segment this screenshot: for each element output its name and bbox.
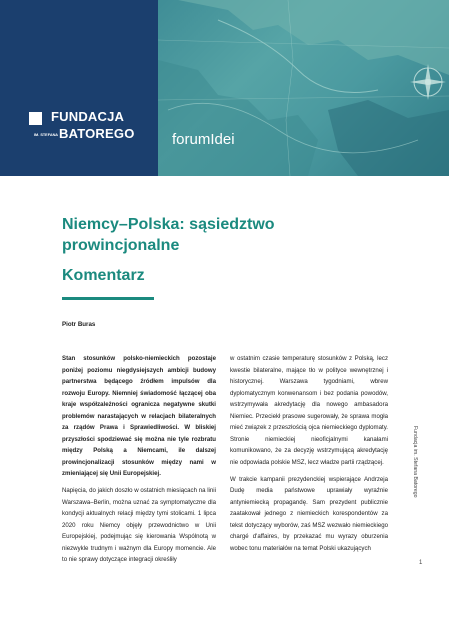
- page-number: 1: [419, 560, 423, 566]
- map-background-image: [158, 0, 449, 176]
- document-subtitle: Komentarz: [62, 267, 145, 284]
- document-title: Niemcy–Polska: sąsiedztwo prowincjonalne: [62, 216, 275, 254]
- logo-panel: [0, 0, 158, 176]
- logo-small-text: IM. STEFANA: [34, 133, 59, 137]
- logo-line2: BATOREGO: [59, 126, 135, 141]
- logo-square-icon: [29, 112, 42, 125]
- title-rule: [62, 297, 154, 300]
- cover-header: [0, 0, 449, 176]
- text-column-right: [230, 353, 388, 560]
- body-paragraph: w ostatnim czasie temperaturę stosunków z Polską, lecz kwestie bilateralne, mające tło w polityce wewnętrznej i historycznej. Warszawa tygodniami, wbrew dyplomatycznym konwenansom i bez podania powodów, wstrzymywała akredytację dla nowego ambasadora Niemiec. Przeciekł prasowe sugerowały, że sprawa mogła mieć związek z przeszłością ojca niemieckiego dyplomaty. Stronie niemieckiej nieoficjalnymi kanałami komunikowano, że za decyzję wstrzymującą akredytację nie odpowiada polskie MSZ, lecz władze partii rządzącej.: [230, 355, 388, 466]
- lead-paragraph: Stan stosunków polsko-niemieckich pozostaje poniżej poziomu niegdysiejszych ambicji budowy partnerstwa będącego źródłem impulsów dla rozwoju Europy. Niemniej świadomość łączącej oba kraje współzależności ogranicza negatywne skutki problemów narastających w relacjach bilateralnych za rządów Prawa i Sprawiedliwości. W bliskiej przyszłości spodziewać się można nie tyle rozbratu między Polską a Niemcami, ile dalszej prowincjonalizacji stosunków między nami w zmieniającej się Unii Europejskiej.: [62, 355, 216, 477]
- map-illustration: [158, 0, 449, 176]
- logo-line1: FUNDACJA: [51, 109, 125, 124]
- text-column-left: [62, 353, 216, 571]
- body-paragraph: W trakcie kampanii prezydenckiej wspierające Andrzeja Dudę media państwowe uprawiały wyraźnie antyniemiecką propagandę. Sam prezydent publicznie zaatakował jednego z niemieckich korespondentów za tekst dotyczący wyborów, zaś MSZ wezwało niemieckiego chargé d'affaires, by przekazać mu wyrazy oburzenia wobec tonu materiałów na temat Polski ukazujących: [230, 475, 388, 552]
- brand-forumidei: forumIdei: [172, 131, 235, 148]
- side-label: Fundacja im. Stefana Batorego: [412, 426, 418, 498]
- author-name: Piotr Buras: [62, 321, 96, 328]
- body-paragraph: Napięcia, do jakich doszło w ostatnich miesiącach na linii Warszawa–Berlin, można uznać za symptomatyczne dla kondycji aktualnych relacji między tymi stolicami. 1 lipca 2020 roku Niemcy objęły przewodnictwo w Unii Europejskiej, podejmując się kierowania Wspólnotą w niezwykle trudnym i ważnym dla Europy momencie. Ale to nie sprawy dotyczące integracji określiły: [62, 487, 216, 563]
